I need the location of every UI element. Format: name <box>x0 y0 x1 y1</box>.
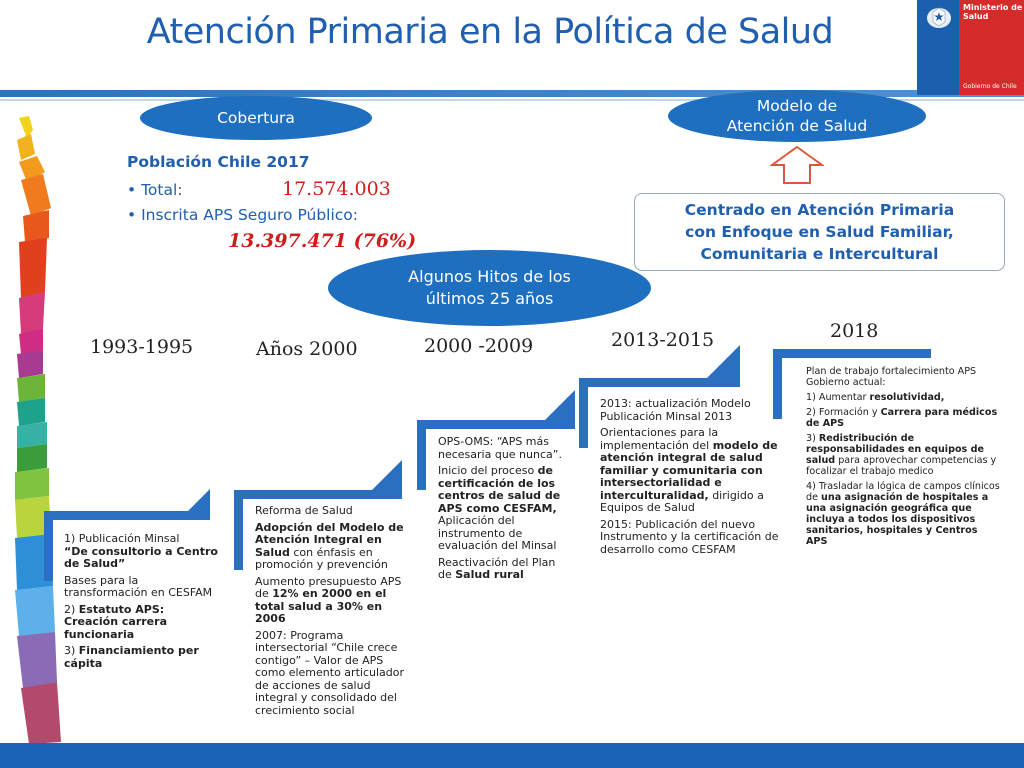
year-2000s: Años 2000 <box>256 338 358 360</box>
modelo-atencion-label: Modelo de Atención de Salud <box>726 97 868 135</box>
year-2013-2015: 2013-2015 <box>611 329 715 351</box>
step-3-p1-text: OPS-OMS: “APS más necesaria que nunca”. <box>438 435 562 461</box>
step-1-p4-bold: Financiamiento per cápita <box>64 644 199 670</box>
step-1-p1-bold: “De consultorio a Centro de Salud” <box>64 544 218 570</box>
step-4-paragraph-1 <box>600 398 790 423</box>
step-4-p1-text: 2013: actualización Modelo Publicación Minsal 2013 <box>600 397 751 423</box>
page-title: Atención Primaria en la Política de Salud <box>146 12 834 52</box>
step-1-p3-text: 2) <box>64 602 79 616</box>
step-5-p1-text: Plan de trabajo fortalecimiento APS Gobierno actual: <box>806 366 977 388</box>
step-1-paragraph-3 <box>64 604 220 642</box>
step-4-p3-text: 2015: Publicación del nuevo Instrumento y la certificación de desarrollo como CESFAM <box>600 517 779 556</box>
poblacion-title: Población Chile 2017 <box>127 153 310 171</box>
step-3-paragraph-3 <box>438 557 570 582</box>
step-1-paragraph-1 <box>64 533 220 571</box>
step-5-paragraph-4 <box>806 433 1002 477</box>
step-2-paragraph-4 <box>255 630 405 718</box>
step-5-p3-bold: Carrera para médicos de APS <box>806 407 998 429</box>
step-2-p2-text: con énfasis en promoción y prevención <box>255 545 388 571</box>
step-5-p2-text: 1) Aumentar <box>806 392 870 403</box>
logo-government-label: Gobierno de Chile <box>963 83 1017 90</box>
step-5-p5-text: 4) Trasladar la lógica de campos clínicos de <box>806 481 1000 503</box>
step-5-p4-bold: Redistribución de responsabilidades en equipos de salud <box>806 433 984 466</box>
step-2-paragraph-3 <box>255 576 405 626</box>
step-5-paragraph-1 <box>806 366 1002 388</box>
logo-ministry-name: Ministerio de Salud <box>963 3 1023 21</box>
step-3-p3-bold: Salud rural <box>455 568 524 581</box>
step-4-p2-post: dirigido a Equipos de Salud <box>600 488 764 514</box>
total-value: 17.574.003 <box>282 178 391 200</box>
modelo-enfoque-line-1: Centrado en Atención Primaria <box>684 201 955 219</box>
step-5-p4-text: 3) <box>806 433 819 444</box>
step-5-p2-bold: resolutividad, <box>869 392 945 403</box>
step-5-p5-bold: una asignación de hospitales a una asignación geográfica que incluya a todos los dispositivos sanitarios, hospitales y Centros APS <box>806 492 989 547</box>
step-1-p4-text: 3) <box>64 644 79 657</box>
step-2-paragraph-2 <box>255 522 405 572</box>
step-1-p3-bold: Estatuto APS: Creación carrera funcionaria <box>64 602 167 641</box>
step-1-p2-text: Bases para la transformación en CESFAM <box>64 573 213 599</box>
step-4-p2-bold: modelo de atención integral de salud familiar y comunitaria con intersectorialidad e interculturalidad, <box>600 438 778 502</box>
step-1993-1995-text <box>64 533 220 674</box>
step-5-paragraph-2 <box>806 392 1002 403</box>
step-4-paragraph-3 <box>600 519 790 557</box>
step-2-p3-text: Aumento presupuesto APS de <box>255 574 402 600</box>
step-2013-2015-text <box>600 398 790 560</box>
cobertura-label: Cobertura <box>217 109 295 127</box>
step-2-p3-bold: 12% en 2000 en el total salud a 30% en 2006 <box>255 587 387 625</box>
step-5-paragraph-3 <box>806 407 1002 429</box>
step-3-paragraph-1 <box>438 436 570 461</box>
modelo-enfoque-line-3: Comunitaria e Intercultural <box>700 245 939 263</box>
step-3-p3-text: Reactivación del Plan de <box>438 555 556 581</box>
total-label: • Total: <box>127 181 183 199</box>
inscrita-value: 13.397.471 (76%) <box>228 230 417 252</box>
year-1993-1995: 1993-1995 <box>90 336 194 358</box>
year-2018: 2018 <box>830 320 879 342</box>
step-2-p1-text: Reforma de Salud <box>255 504 353 517</box>
step-5-p3-text: 2) Formación y <box>806 407 881 418</box>
step-5-p4-post: para aprovechar competencias y focalizar el trabajo medico <box>806 455 997 477</box>
step-1-paragraph-4 <box>64 645 220 670</box>
year-2000-2009: 2000 -2009 <box>424 335 534 357</box>
step-2000-2009-text <box>438 436 570 586</box>
step-1-p1-text: 1) Publicación Minsal <box>64 532 180 545</box>
step-3-p2-post: Aplicación del instrumento de evaluación del Minsal <box>438 514 557 552</box>
step-2018-text <box>806 366 1002 551</box>
footer-bar <box>0 743 1024 768</box>
step-2-p4-text: 2007: Programa intersectorial “Chile crece contigo” – Valor de APS como elemento articulador de acciones de salud integral y consolidado del crecimiento social <box>255 628 404 717</box>
step-2000s-text <box>255 505 405 721</box>
step-4-paragraph-2 <box>600 427 790 515</box>
step-3-p2-bold: de certificación de los centros de salud de APS como CESFAM, <box>438 464 561 515</box>
step-1-paragraph-2 <box>64 575 220 600</box>
inscrita-label: • Inscrita APS Seguro Público: <box>127 206 359 224</box>
step-2-p2-bold: Adopción del Modelo de Atención Integral en Salud <box>255 520 404 559</box>
step-3-p2-text: Inicio del proceso <box>438 464 538 477</box>
step-4-p2-text: Orientaciones para la implementación del <box>600 426 719 452</box>
step-5-paragraph-5 <box>806 481 1002 547</box>
modelo-enfoque-line-2: con Enfoque en Salud Familiar, <box>685 223 954 241</box>
step-3-paragraph-2 <box>438 465 570 553</box>
step-2-paragraph-1 <box>255 505 405 518</box>
hitos-label: Algunos Hitos de los últimos 25 años <box>408 267 571 308</box>
